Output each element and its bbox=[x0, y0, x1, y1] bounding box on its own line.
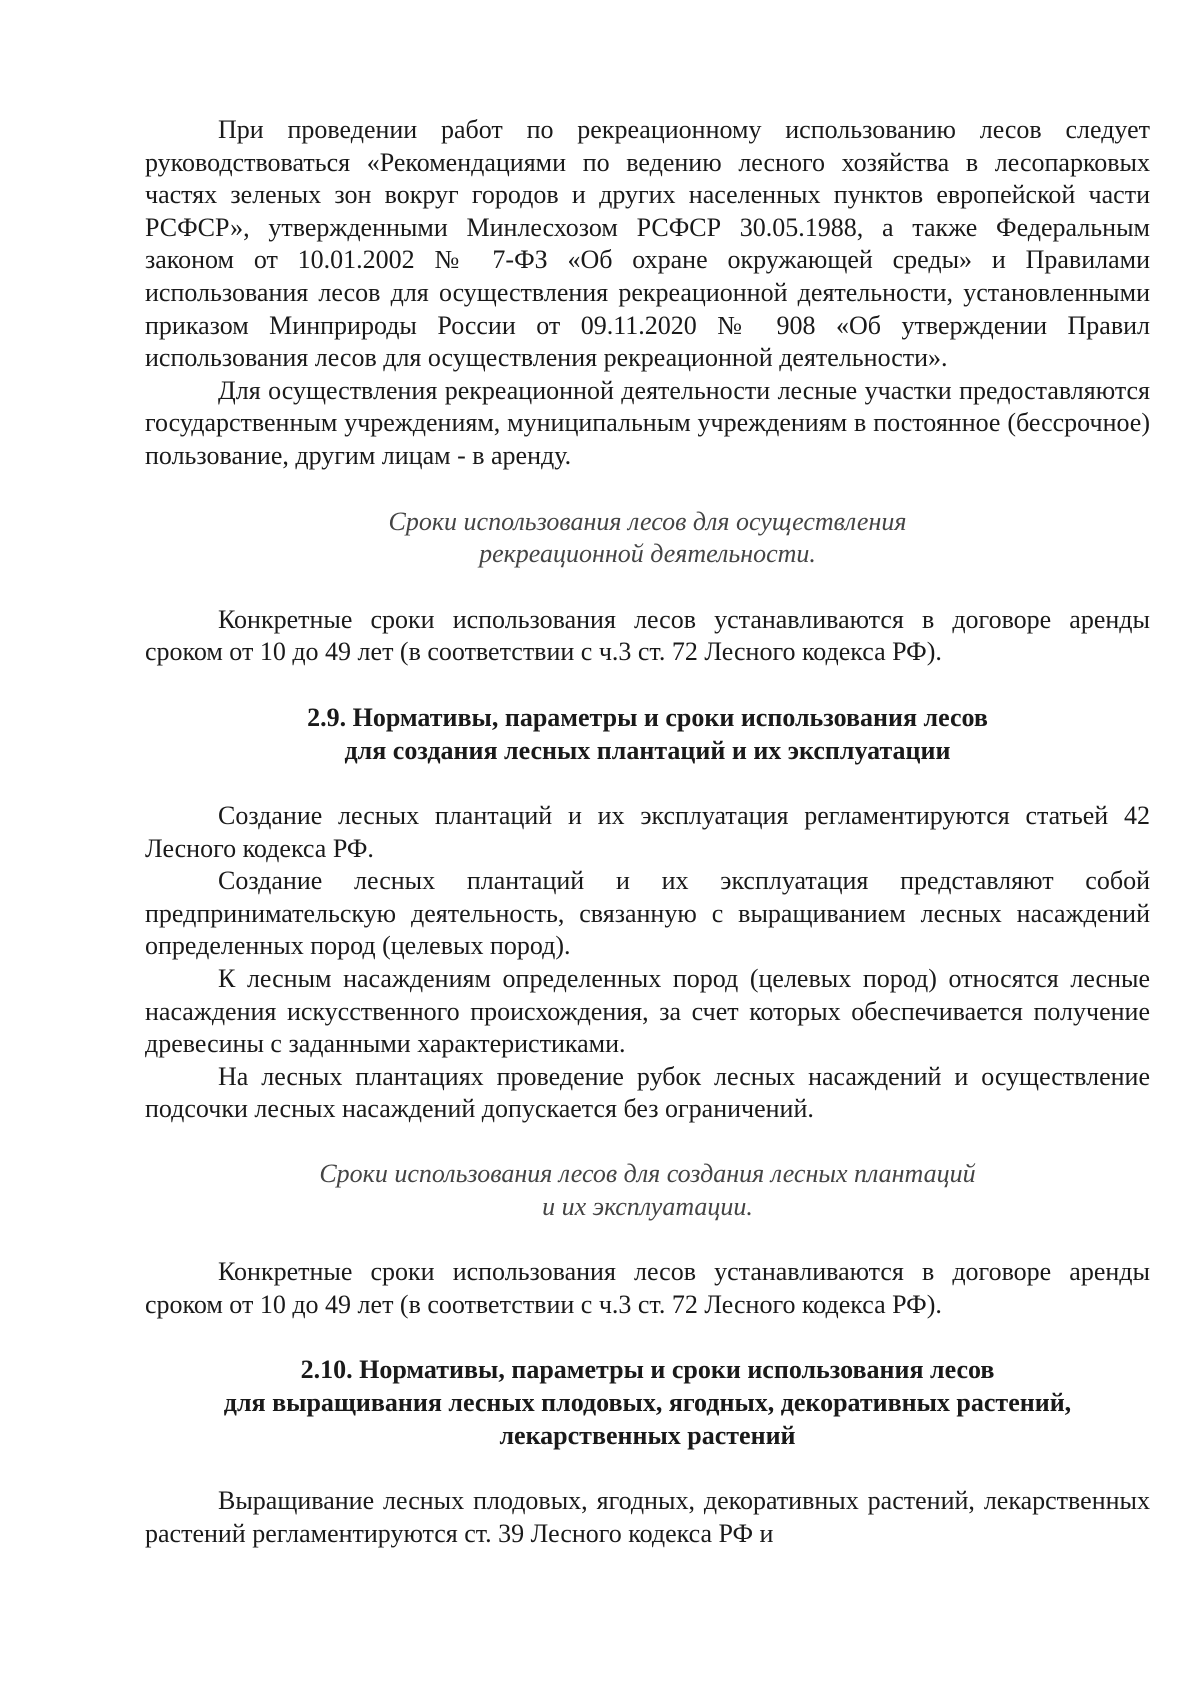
paragraph-plantation-business: Создание лесных плантаций и их эксплуатация представляют собой предпринимательскую деятельность, связанную с выращиванием лесных насаждений определенных пород (целевых пород). bbox=[145, 866, 1150, 961]
section-heading-line: 2.10. Нормативы, параметры и сроки использования лесов bbox=[300, 1355, 995, 1385]
section-heading-line: для создания лесных плантаций и их эксплуатации bbox=[344, 735, 951, 765]
paragraph-plant-growing-regulation: Выращивание лесных плодовых, ягодных, декоративных растений, лекарственных растений регламентируются ст. 39 Лесного кодекса РФ и bbox=[145, 1486, 1150, 1548]
spacer bbox=[145, 1223, 1150, 1256]
section-heading-line: 2.9. Нормативы, параметры и сроки использования лесов bbox=[307, 702, 988, 732]
paragraph-recreation-lease-terms: Конкретные сроки использования лесов устанавливаются в договоре аренды сроком от 10 до 49 лет (в соответствии с ч.3 ст. 72 Лесного кодекса РФ). bbox=[145, 604, 1150, 667]
spacer bbox=[145, 767, 1150, 800]
spacer bbox=[145, 473, 1150, 506]
spacer bbox=[145, 1321, 1150, 1354]
section-heading-2-10 bbox=[145, 1354, 1150, 1452]
subheading-line: и их эксплуатации. bbox=[542, 1191, 753, 1221]
paragraph-recreation-rules: При проведении работ по рекреационному использованию лесов следует руководствоваться «Рекомендациями по ведению лесного хозяйства в лесопарковых частях зеленых зон вокруг городов и других населенных пунктов европейской части РСФСР», утвержденными Минлесхозом РСФСР 30.05.1988, а также Федеральным законом от 10.01.2002 № 7-ФЗ «Об охране окружающей среды» и Правилами использования лесов для осуществления рекреационной деятельности, установленными приказом Минприроды России от 09.11.2020 № 908 «Об утверждении Правил использования лесов для осуществления рекреационной деятельности». bbox=[145, 115, 1150, 373]
section-heading-2-9 bbox=[145, 702, 1150, 767]
paragraph-target-species: К лесным насаждениям определенных пород (целевых пород) относятся лесные насаждения искусственного происхождения, за счет которых обеспечивается получение древесины с заданными характеристиками. bbox=[145, 964, 1150, 1059]
paragraph-plantation-regulation: Создание лесных плантаций и их эксплуатация регламентируются статьей 42 Лесного кодекса РФ. bbox=[145, 801, 1150, 863]
spacer bbox=[145, 669, 1150, 702]
subheading-line: Сроки использования лесов для осуществления bbox=[388, 506, 907, 536]
spacer bbox=[145, 1126, 1150, 1158]
section-heading-line: для выращивания лесных плодовых, ягодных, декоративных растений, bbox=[223, 1388, 1072, 1417]
subheading-recreation-terms bbox=[145, 506, 1150, 571]
paragraph-plantation-felling: На лесных плантациях проведение рубок лесных насаждений и осуществление подсочки лесных насаждений допускается без ограничений. bbox=[145, 1061, 1150, 1124]
paragraph-recreation-provision: Для осуществления рекреационной деятельности лесные участки предоставляются государственным учреждениям, муниципальным учреждениям в постоянное (бессрочное) пользование, другим лицам - в аренду. bbox=[145, 375, 1150, 470]
subheading-plantation-terms bbox=[145, 1158, 1150, 1223]
subheading-line: рекреационной деятельности. bbox=[479, 539, 816, 569]
spacer bbox=[145, 1452, 1150, 1485]
paragraph-plantation-lease-terms: Конкретные сроки использования лесов устанавливаются в договоре аренды сроком от 10 до 49 лет (в соответствии с ч.3 ст. 72 Лесного кодекса РФ). bbox=[145, 1257, 1150, 1319]
subheading-line: Сроки использования лесов для создания лесных плантаций bbox=[319, 1159, 976, 1189]
spacer bbox=[145, 571, 1150, 604]
document-body bbox=[145, 114, 1150, 1550]
section-heading-line: лекарственных растений bbox=[499, 1420, 796, 1450]
